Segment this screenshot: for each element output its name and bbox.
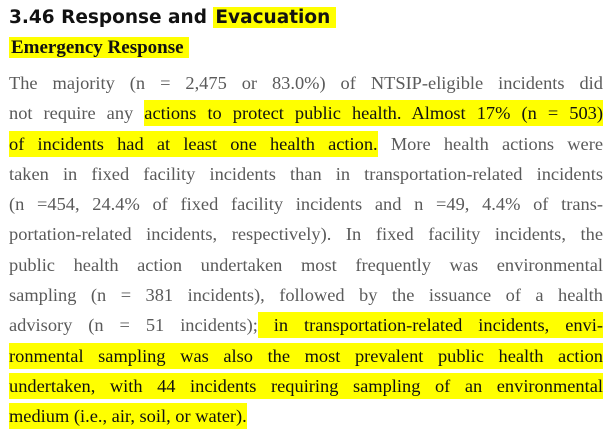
text-segment: (n =454, 24.4% of fixed facility incidents and n =49, 4.4% of trans- bbox=[9, 194, 603, 215]
paragraph-line bbox=[9, 129, 603, 159]
highlighted-text: actions to protect public health. Almost 17% (n = 503) bbox=[144, 100, 603, 126]
section-number: 3.46 bbox=[9, 7, 55, 28]
highlighted-text: in transportation-related incidents, envi- bbox=[258, 312, 603, 338]
paragraph-line bbox=[9, 250, 603, 280]
paragraph-line bbox=[9, 219, 603, 249]
highlighted-text: undertaken, with 44 incidents requiring sampling of an environmental bbox=[9, 373, 603, 399]
text-segment: The majority (n = 2,475 or 83.0%) of NTSIP-eligible incidents did bbox=[9, 73, 603, 93]
text-segment: sampling (n = 381 incidents), followed by the issuance of a health bbox=[9, 285, 603, 306]
paragraph-line bbox=[9, 341, 603, 371]
section-title-highlighted: Evacuation bbox=[213, 7, 336, 28]
body-paragraph bbox=[9, 68, 603, 432]
paragraph-line bbox=[9, 189, 603, 219]
text-segment: not require any bbox=[9, 103, 145, 124]
section-heading bbox=[9, 4, 336, 32]
text-segment: taken in fixed facility incidents than in transportation-related incidents bbox=[9, 163, 603, 184]
text-segment: portation-related incidents, respectively). In fixed facility incidents, the bbox=[9, 224, 603, 245]
section-title-plain: Response and bbox=[61, 7, 207, 28]
text-segment: advisory (n = 51 incidents); bbox=[9, 315, 258, 336]
subsection-heading bbox=[9, 34, 189, 62]
paragraph-line bbox=[9, 371, 603, 401]
paragraph-line bbox=[9, 159, 603, 189]
highlighted-text: ronmental sampling was also the most prevalent public health action bbox=[9, 343, 603, 369]
paragraph-line bbox=[9, 310, 603, 340]
highlighted-text: medium (i.e., air, soil, or water). bbox=[9, 403, 247, 429]
paragraph-line bbox=[9, 98, 603, 128]
paragraph-line bbox=[9, 280, 603, 310]
text-segment: public health action undertaken most frequently was environmental bbox=[9, 254, 603, 275]
paragraph-line bbox=[9, 401, 603, 431]
text-segment: More health actions were bbox=[377, 133, 603, 154]
highlighted-text: of incidents had at least one health action. bbox=[9, 131, 378, 157]
subsection-title: Emergency Response bbox=[9, 37, 189, 58]
paragraph-line bbox=[9, 68, 603, 98]
